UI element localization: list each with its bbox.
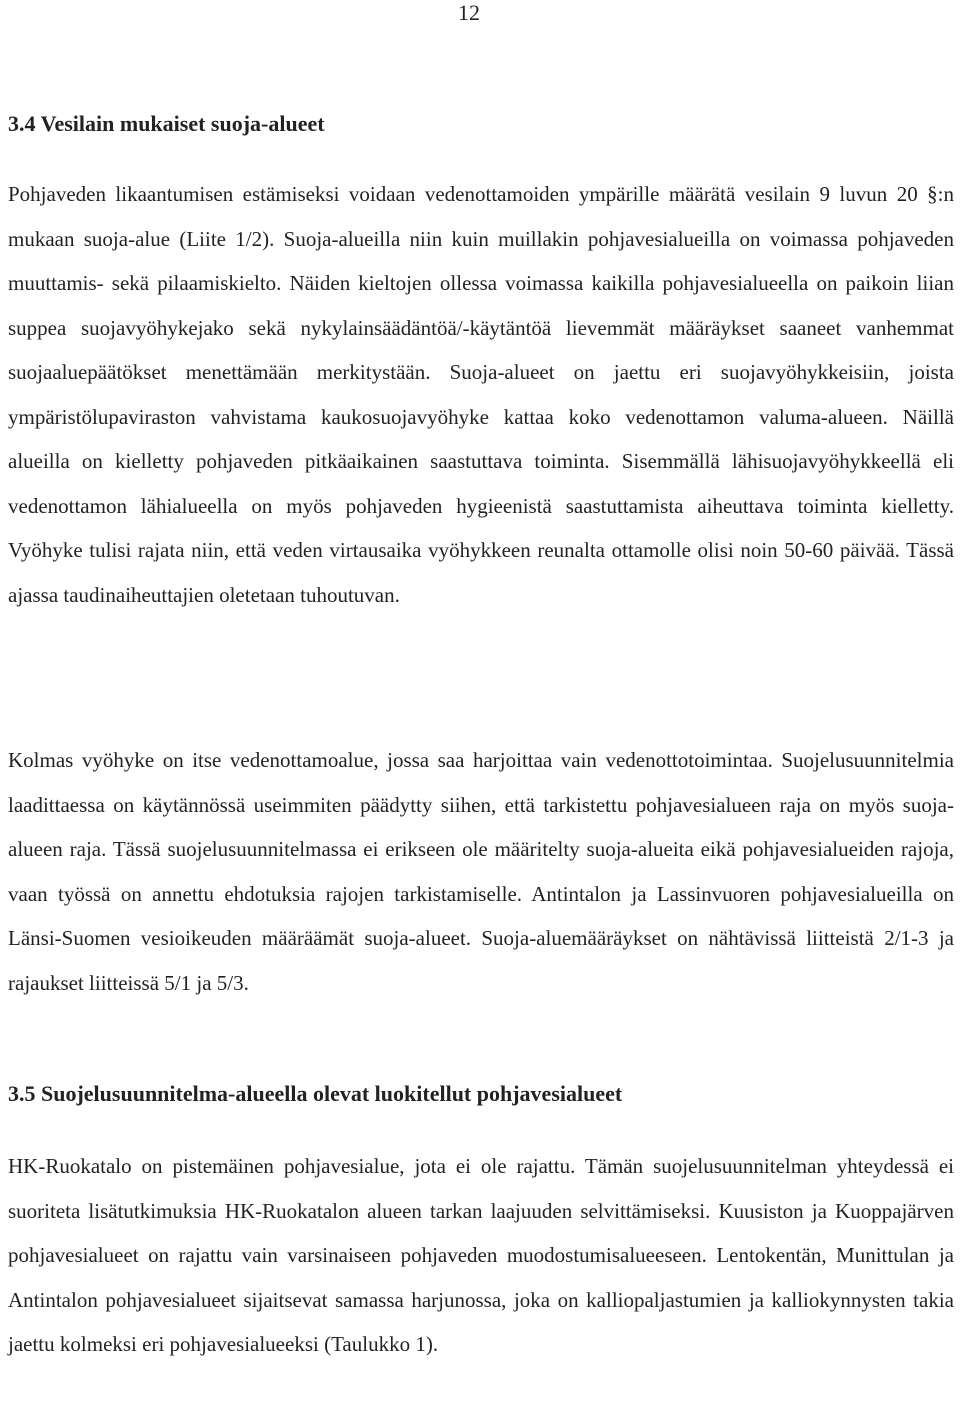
section-heading-3-5: 3.5 Suojelusuunnitelma-alueella olevat luokitellut pohjavesialueet <box>8 1081 623 1106</box>
page-number: 12 <box>458 0 480 25</box>
paragraph-suoja-alue-intro: Pohjaveden likaantumisen estämiseksi voidaan vedenottamoiden ympärille määrätä vesilain 9 luvun 20 §:n mukaan suoja-alue (Liite 1/2). Suoja-alueilla niin kuin muillakin pohjavesialueilla on voimassa pohjaveden muuttamis- sekä pilaamiskielto. Näiden kieltojen ollessa voimassa kaikilla pohjavesialueella on paikoin liian suppea suojavyöhykejako sekä nykylainsäädäntöä/-käytäntöä lievemmät määräykset saaneet vanhemmat suojaaluepäätökset menettämään merkitystään. Suoja-alueet on jaettu eri suojavyöhykkeisiin, joista ympäristölupaviraston vahvistama kaukosuojavyöhyke kattaa koko vedenottamon valuma-alueen. Näillä alueilla on kielletty pohjaveden pitkäaikainen saastuttava toiminta. Sisemmällä lähisuojavyöhykkeellä eli vedenottamon lähialueella on myös pohjaveden hygieenistä saastuttamista aiheuttava toiminta kielletty. Vyöhyke tulisi rajata niin, että veden virtausaika vyöhykkeen reunalta ottamolle olisi noin 50-60 päivää. Tässä ajassa taudinaiheuttajien oletetaan tuhoutuvan. <box>8 182 954 607</box>
section-heading-3-4: 3.4 Vesilain mukaiset suoja-alueet <box>8 111 325 136</box>
paragraph-third-zone: Kolmas vyöhyke on itse vedenottamoalue, jossa saa harjoittaa vain vedenottotoimintaa. Suojelusuunnitelmia laadittaessa on käytännössä useimmiten päädytty siihen, että tarkistettu pohjavesialueen raja on myös suoja-alueen raja. Tässä suojelusuunnitelmassa ei erikseen ole määritelty suoja-alueita eikä pohjavesialueiden rajoja, vaan työssä on annettu ehdotuksia rajojen tarkistamiselle. Antintalon ja Lassinvuoren pohjavesialueilla on Länsi-Suomen vesioikeuden määräämät suoja-alueet. Suoja-aluemääräykset on nähtävissä liitteistä 2/1-3 ja rajaukset liitteissä 5/1 ja 5/3. <box>8 748 954 995</box>
paragraph-classified-groundwater-areas: HK-Ruokatalo on pistemäinen pohjavesialue, jota ei ole rajattu. Tämän suojelusuunnitelman yhteydessä ei suoriteta lisätutkimuksia HK-Ruokatalon alueen tarkan laajuuden selvittämiseksi. Kuusiston ja Kuoppajärven pohjavesialueet on rajattu vain varsinaiseen pohjaveden muodostumisalueeseen. Lentokentän, Munittulan ja Antintalon pohjavesialueet sijaitsevat samassa harjunossa, joka on kalliopaljastumien ja kalliokynnysten takia jaettu kolmeksi eri pohjavesialueeksi (Taulukko 1). <box>8 1154 954 1356</box>
